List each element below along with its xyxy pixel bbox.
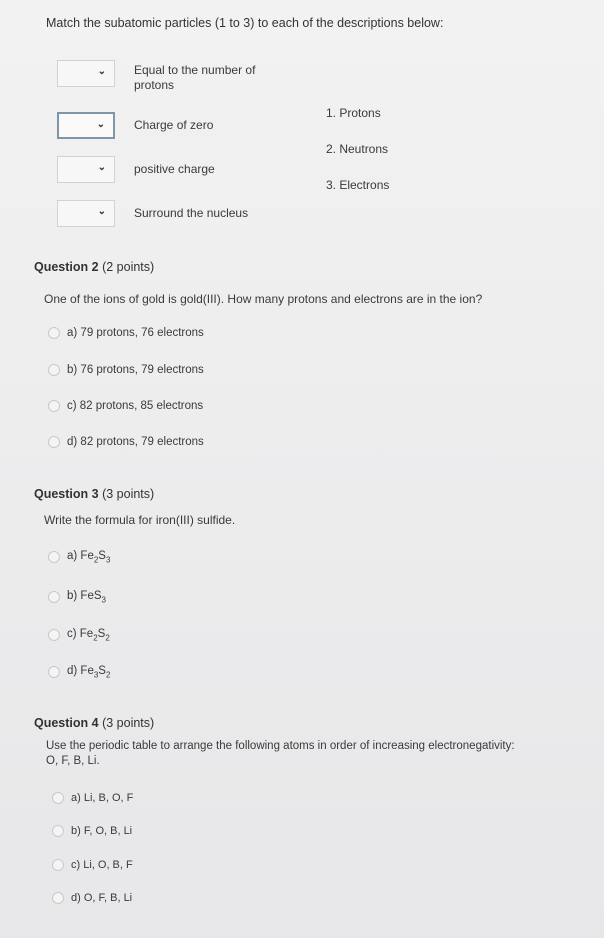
radio-button[interactable] bbox=[48, 591, 60, 603]
q2-choice-d[interactable] bbox=[48, 436, 204, 448]
chevron-down-icon: ⌄ bbox=[96, 119, 105, 130]
chevron-down-icon: ⌄ bbox=[97, 66, 106, 77]
choice-label: b) 76 protons, 79 electrons bbox=[67, 364, 204, 376]
q4-choice-d[interactable] bbox=[52, 892, 132, 904]
choice-label: a) Li, B, O, F bbox=[71, 792, 134, 804]
radio-button[interactable] bbox=[48, 327, 60, 339]
q3-choice-c[interactable] bbox=[48, 628, 110, 642]
radio-button[interactable] bbox=[48, 629, 60, 641]
option-electrons: 3. Electrons bbox=[326, 178, 390, 192]
choice-label: a) $Fe_2S_3$ bbox=[67, 550, 111, 565]
question-4-text-line-2: O, F, B, Li. bbox=[46, 755, 100, 767]
question-4-label: Question 4 bbox=[34, 716, 99, 730]
match-dropdown-4[interactable] bbox=[57, 200, 115, 227]
radio-button[interactable] bbox=[48, 364, 60, 376]
question-2-label: Question 2 bbox=[34, 260, 99, 274]
choice-label: a) 79 protons, 76 electrons bbox=[67, 327, 204, 339]
description-1: Equal to the number of protons bbox=[134, 63, 256, 92]
chevron-down-icon: ⌄ bbox=[97, 162, 106, 173]
question-3-label: Question 3 bbox=[34, 487, 99, 501]
radio-button[interactable] bbox=[52, 859, 64, 871]
question-2-points: (2 points) bbox=[102, 260, 155, 274]
question-1-title: Match the subatomic particles (1 to 3) to each of the descriptions below: bbox=[46, 16, 444, 30]
choice-label: d) $Fe_3S_2$ bbox=[67, 665, 111, 680]
q2-choice-a[interactable] bbox=[48, 327, 204, 339]
question-4-text-line-1: Use the periodic table to arrange the following atoms in order of increasing electronegativity: bbox=[46, 740, 515, 752]
radio-button[interactable] bbox=[48, 400, 60, 412]
question-4-points: (3 points) bbox=[102, 716, 155, 730]
question-2-text: One of the ions of gold is gold(III). How many protons and electrons are in the ion? bbox=[44, 292, 483, 306]
radio-button[interactable] bbox=[52, 792, 64, 804]
radio-button[interactable] bbox=[48, 666, 60, 678]
description-4: Surround the nucleus bbox=[134, 206, 249, 220]
choice-label: d) O, F, B, Li bbox=[71, 892, 133, 904]
q4-choice-a[interactable] bbox=[52, 792, 133, 804]
chevron-down-icon: ⌄ bbox=[97, 206, 106, 217]
question-2-header bbox=[34, 260, 154, 274]
match-dropdown-3[interactable] bbox=[57, 156, 115, 183]
q2-choice-c[interactable] bbox=[48, 400, 203, 412]
question-4-header bbox=[34, 716, 154, 730]
question-3-header bbox=[34, 487, 154, 501]
radio-button[interactable] bbox=[48, 551, 60, 563]
question-3-points: (3 points) bbox=[102, 487, 155, 501]
q2-choice-b[interactable] bbox=[48, 364, 204, 376]
choice-label: b) FeS$_3$ bbox=[67, 590, 106, 605]
q3-choice-d[interactable] bbox=[48, 665, 110, 679]
question-3-text: Write the formula for iron(III) sulfide. bbox=[44, 513, 236, 527]
choice-label: b) F, O, B, Li bbox=[71, 825, 133, 837]
q4-choice-b[interactable] bbox=[52, 825, 132, 837]
choice-label: d) 82 protons, 79 electrons bbox=[67, 436, 204, 448]
description-2: Charge of zero bbox=[134, 118, 214, 132]
q4-choice-c[interactable] bbox=[52, 859, 133, 871]
radio-button[interactable] bbox=[52, 825, 64, 837]
q3-choice-b[interactable] bbox=[48, 590, 106, 604]
option-neutrons: 2. Neutrons bbox=[326, 142, 389, 156]
choice-label: c) Li, O, B, F bbox=[71, 859, 133, 871]
match-dropdown-1[interactable] bbox=[57, 60, 115, 87]
description-3: positive charge bbox=[134, 162, 215, 176]
match-dropdown-2[interactable] bbox=[57, 112, 115, 139]
q3-choice-a[interactable] bbox=[48, 550, 110, 564]
choice-label: c) $Fe_2S_2$ bbox=[67, 628, 110, 643]
option-protons: 1. Protons bbox=[326, 106, 381, 120]
radio-button[interactable] bbox=[48, 436, 60, 448]
choice-label: c) 82 protons, 85 electrons bbox=[67, 400, 204, 412]
radio-button[interactable] bbox=[52, 892, 64, 904]
